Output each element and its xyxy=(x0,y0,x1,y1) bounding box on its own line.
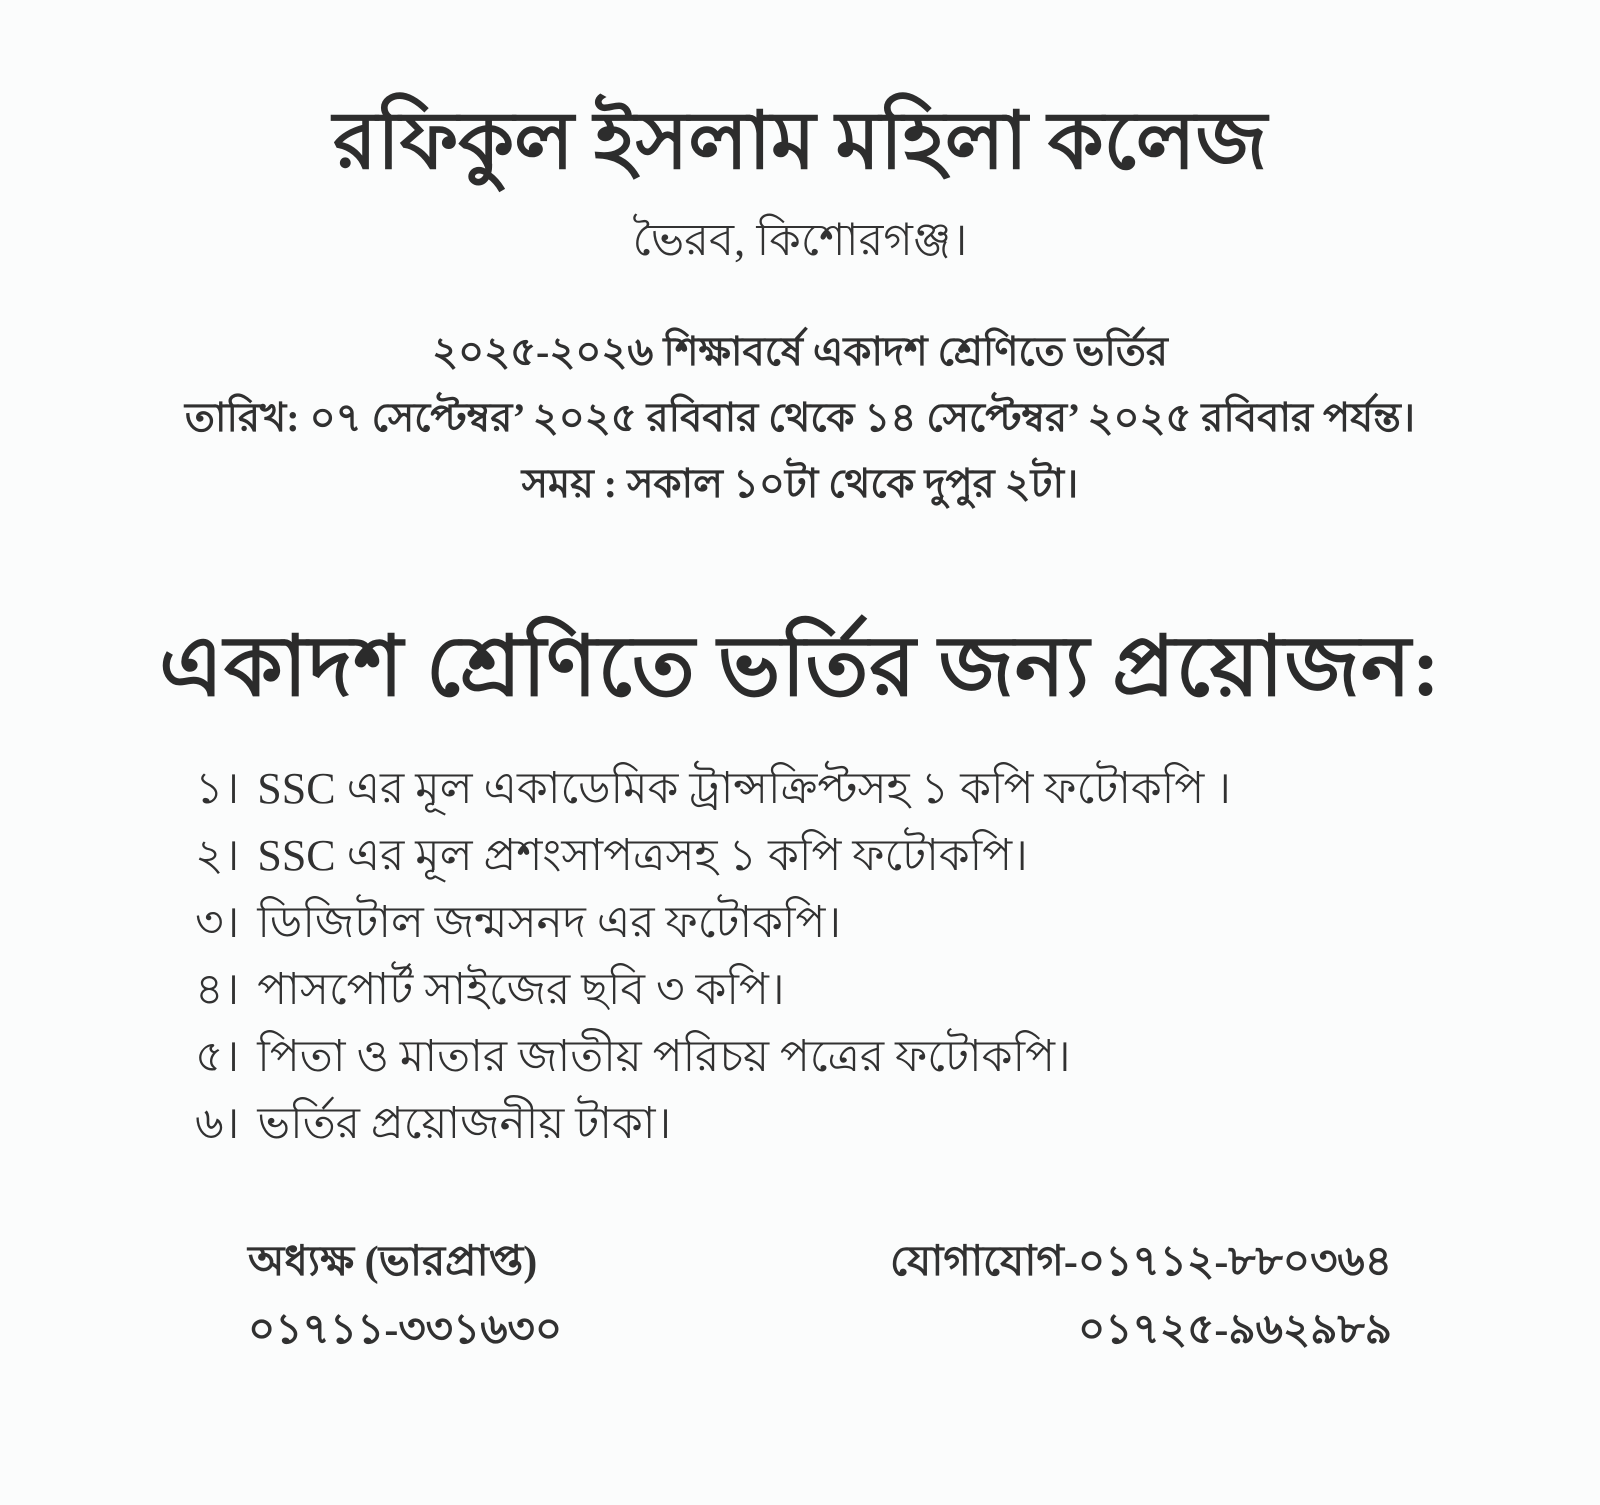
contact-block xyxy=(890,1228,1392,1364)
requirements-section xyxy=(0,613,1600,1157)
requirement-item xyxy=(195,1091,1600,1158)
admission-info-section xyxy=(0,319,1600,517)
date-line: তারিখ: ০৭ সেপ্টেম্বর’ ২০২৫ রবিবার থেকে ১৪ সেপ্টেম্বর’ ২০২৫ রবিবার পর্যন্ত। xyxy=(184,395,1416,440)
notice-header xyxy=(0,0,1600,281)
requirement-item xyxy=(195,957,1600,1024)
requirement-number: ৪। xyxy=(195,964,240,1014)
requirement-number: ৩। xyxy=(195,897,240,947)
requirement-item xyxy=(195,1024,1600,1091)
contact-line-2: ০১৭২৫-৯৬২৯৮৯ xyxy=(1077,1307,1392,1354)
requirement-item xyxy=(195,756,1600,823)
requirement-item xyxy=(195,890,1600,957)
requirement-item xyxy=(195,823,1600,890)
requirement-number: ১। xyxy=(195,764,240,814)
college-location: ভৈরব, কিশোরগঞ্জ। xyxy=(632,215,968,265)
requirement-text: পাসপোর্ট সাইজের ছবি ৩ কপি। xyxy=(257,964,785,1014)
principal-title: অধ্যক্ষ (ভারপ্রাপ্ত) xyxy=(248,1239,538,1285)
session-line: ২০২৫-২০২৬ শিক্ষাবর্ষে একাদশ শ্রেণিতে ভর্তির xyxy=(432,329,1168,374)
requirement-number: ৫। xyxy=(195,1031,240,1081)
requirements-list xyxy=(195,756,1600,1157)
contact-line-1: যোগাযোগ-০১৭১২-৮৮০৩৬৪ xyxy=(890,1239,1392,1285)
college-name: রফিকুল ইসলাম মহিলা কলেজ xyxy=(332,98,1268,186)
requirement-text: পিতা ও মাতার জাতীয় পরিচয় পত্রের ফটোকপি। xyxy=(257,1031,1071,1081)
requirement-text: SSC এর মূল প্রশংসাপত্রসহ ১ কপি ফটোকপি। xyxy=(257,831,1028,881)
requirement-number: ৬। xyxy=(195,1098,240,1148)
requirements-heading: একাদশ শ্রেণিতে ভর্তির জন্য প্রয়োজন: xyxy=(159,621,1441,714)
time-line: সময় : সকাল ১০টা থেকে দুপুর ২টা। xyxy=(521,461,1079,506)
requirement-text: ভর্তির প্রয়োজনীয় টাকা। xyxy=(257,1098,672,1148)
requirement-number: ২। xyxy=(195,831,240,881)
notice-footer xyxy=(248,1228,1392,1364)
requirement-text: ডিজিটাল জন্মসনদ এর ফটোকপি। xyxy=(257,897,842,947)
principal-block xyxy=(248,1228,562,1364)
requirement-text: SSC এর মূল একাডেমিক ট্রান্সক্রিপ্টসহ ১ কপি ফটোকপি । xyxy=(257,764,1231,814)
principal-phone: ০১৭১১-৩৩১৬৩০ xyxy=(248,1307,563,1354)
